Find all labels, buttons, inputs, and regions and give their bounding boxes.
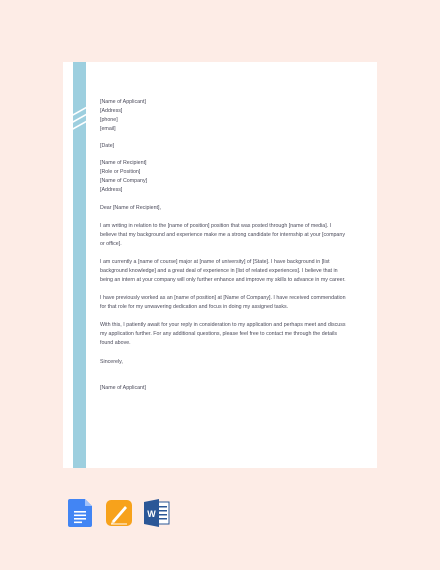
paragraph-3: I have previously worked as an [name of position] at [Name of Company]. I have received commendation for that role for my unwavering dedication and focus in doing my assigned tasks. bbox=[100, 295, 346, 310]
recipient-name: [Name of Recipient] bbox=[100, 160, 147, 166]
salutation: Dear [Name of Recipient], bbox=[100, 205, 161, 211]
sender-name: [Name of Applicant] bbox=[100, 99, 146, 105]
google-docs-icon[interactable] bbox=[68, 499, 94, 527]
closing: Sincerely, bbox=[100, 359, 123, 365]
svg-text:W: W bbox=[147, 509, 156, 519]
sender-block bbox=[100, 98, 346, 134]
recipient-role: [Role or Position] bbox=[100, 169, 141, 175]
sender-email: [email] bbox=[100, 126, 116, 132]
apple-pages-icon[interactable] bbox=[106, 499, 132, 527]
recipient-company: [Name of Company] bbox=[100, 178, 148, 184]
signature: [Name of Applicant] bbox=[100, 385, 146, 391]
paragraph-1: I am writing in relation to the [name of position] position that was posted through [name of media]. I believe that my background and experience make me a strong candidate for internship at your [company or office]. bbox=[100, 223, 345, 247]
paragraph-2: I am currently a [name of course] major at [name of university] of [State]. I have background in [list background knowledge] and a great deal of experience in [list of related experiences]. I believe that in being an intern at your company will only further enhance and improve my skills to advance in my career. bbox=[100, 259, 346, 283]
app-compatibility-icons bbox=[68, 499, 170, 527]
diagonal-lines-decoration bbox=[71, 106, 89, 134]
paragraph-4: With this, I patiently await for your reply in consideration to my application and perhaps meet and discuss my application further. For any additional questions, please feel free to contact me through the details found above. bbox=[100, 322, 346, 346]
sender-phone: [phone] bbox=[100, 117, 118, 123]
letter-date: [Date] bbox=[100, 143, 115, 149]
ms-word-icon[interactable] bbox=[144, 499, 170, 527]
letter-page bbox=[63, 62, 377, 468]
recipient-address: [Address] bbox=[100, 187, 123, 193]
sender-address: [Address] bbox=[100, 108, 123, 114]
recipient-block bbox=[100, 159, 346, 195]
letter-body bbox=[100, 98, 346, 393]
